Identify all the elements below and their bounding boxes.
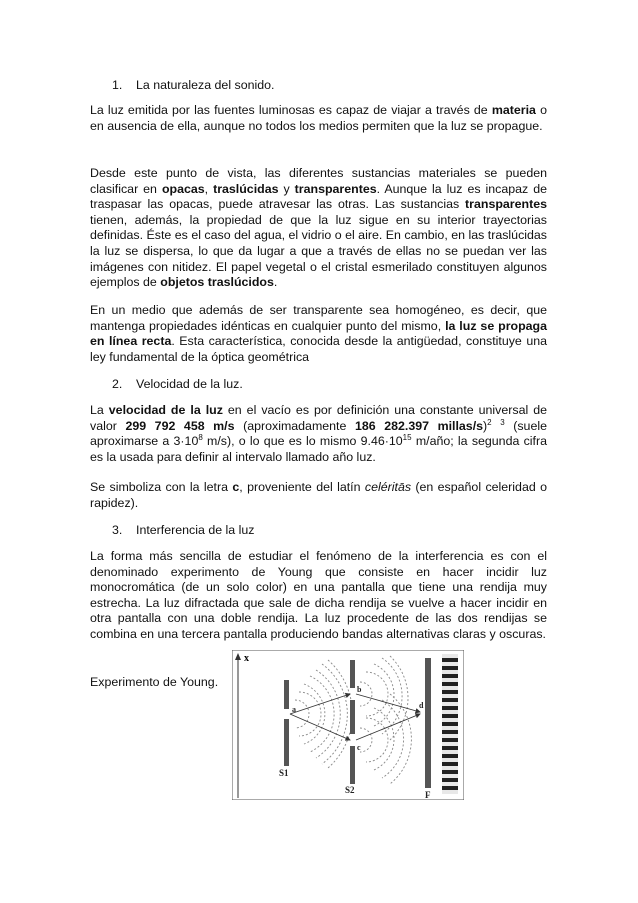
bold-term: velocidad de la luz: [108, 403, 223, 417]
text-run: y: [278, 181, 295, 196]
screen-s2-bottom: [350, 746, 355, 784]
section-heading-3: [112, 523, 254, 538]
x-axis-label: x: [244, 653, 249, 664]
section-title: Interferencia de la luz: [136, 523, 255, 537]
text-run: Desde este punto de vista, las diferentes sustancias materiales se pueden clasificar en: [90, 166, 547, 196]
footnote-ref: 3: [500, 417, 505, 427]
point-label-b: b: [357, 685, 362, 694]
text-run: (suele aproximarse a 3·10: [90, 418, 547, 449]
paragraph-light-emission: [90, 103, 547, 134]
exponent: 8: [198, 433, 203, 443]
screen-label-s1: S1: [279, 768, 289, 778]
point-label-d: d: [419, 701, 424, 710]
bold-term: traslúcidas: [213, 181, 279, 196]
bold-term: 186 282.397 millas/s: [354, 418, 484, 433]
text-run: La luz emitida por las fuentes luminosas es capaz de viajar a través de: [90, 103, 492, 117]
footnote-ref: 2: [487, 417, 492, 427]
bold-term: la luz se propaga en línea recta: [90, 318, 548, 349]
text-run: ,: [204, 181, 214, 196]
text-run: (en español celeridad o rapidez).: [90, 480, 547, 510]
text-run: o en ausencia de ella, aunque no todos los medios permiten que la luz se propague.: [90, 103, 547, 133]
screen-s2-middle: [350, 700, 355, 734]
text-run: , proveniente del latín: [239, 480, 365, 494]
screen-label-s2: S2: [345, 785, 355, 795]
section-number: 1.: [112, 78, 123, 92]
text-run: . Esta característica, conocida desde la antigüedad, constituye una ley fundamental de la óptica geométrica: [90, 334, 547, 364]
text-run: ): [483, 418, 488, 433]
bold-term: transparentes: [465, 197, 547, 212]
text-run: tienen, además, la propiedad de que la luz sigue en su interior trayectorias definidas. Éste es el caso del agua, el vidrio o el aire. En cambio, en las traslúcidas la luz se dispersa, lo que da lugar a que a través de ellas no se puedan ver las imágenes con nitidez. El papel vegetal o el cristal esmerilado constituyen algunos ejemplos de: [90, 212, 547, 290]
bold-term: 299 792 458 m/s: [125, 418, 235, 433]
paragraph-symbol-c: [90, 480, 547, 511]
italic-term: celéritās: [364, 480, 412, 494]
young-experiment-diagram: [232, 650, 464, 800]
bold-term: opacas: [161, 181, 205, 196]
bold-term: transparentes: [294, 181, 377, 196]
text-run: En un medio que además de ser transparente sea homogéneo, es decir, que mantenga propiedades idénticas en cualquier punto del mismo,: [90, 303, 547, 333]
text-run: (aproximadamente: [234, 418, 355, 433]
point-label-c: c: [357, 743, 361, 752]
text-run: La: [90, 403, 109, 417]
section-number: 3.: [112, 523, 123, 537]
bold-term: objetos traslúcidos: [160, 275, 274, 290]
section-heading-1: [112, 78, 274, 93]
paragraph-interference: La forma más sencilla de estudiar el fenómeno de la interferencia es con el denominado experimento de Young que consiste en hacer incidir luz monocromática (de un solo color) en una pantalla que tiene una rendija muy estrecha. La luz difractada que sale de dicha rendija se vuelve a hacer incidir en otra pantalla con una doble rendija. La luz procedente de las dos rendijas se combina en una tercera pantalla produciendo bandas alternativas claras y oscuras.: [90, 549, 547, 641]
text-run: [492, 419, 501, 433]
exponent: 15: [402, 433, 412, 443]
bold-term: materia: [491, 103, 536, 117]
screen-s1-upper: [284, 680, 289, 709]
screen-s2-top: [350, 660, 355, 688]
screen-f: [425, 658, 431, 788]
paragraph-material-classification: [90, 166, 547, 291]
screen-label-f: F: [425, 790, 431, 800]
text-run: en el vacío es por definición una constante universal de valor: [90, 403, 547, 433]
text-run: .: [273, 275, 278, 290]
text-run: Se simboliza con la letra: [90, 480, 233, 494]
text-run: m/s), o lo que es lo mismo 9.46·10: [202, 434, 403, 449]
point-label-a: a: [292, 705, 296, 714]
text-run: m/año; la segunda cifra es la usada para definir al intervalo llamado año luz.: [90, 434, 548, 464]
text-run: . Aunque la luz es incapaz de traspasar las opacas, puede atravesar las otras. Las sustancias: [90, 181, 547, 212]
paragraph-speed-of-light: [90, 403, 547, 465]
section-title: La naturaleza del sonido.: [136, 78, 275, 92]
young-experiment-figure: [232, 650, 464, 800]
screen-s1-lower: [284, 719, 289, 766]
section-number: 2.: [112, 377, 123, 391]
interference-fringes: [442, 654, 458, 794]
figure-caption: Experimento de Young.: [90, 675, 219, 689]
bold-term: c: [232, 480, 240, 494]
paragraph-straight-line-propagation: [90, 303, 547, 365]
section-heading-2: [112, 377, 243, 392]
section-title: Velocidad de la luz.: [136, 377, 243, 391]
